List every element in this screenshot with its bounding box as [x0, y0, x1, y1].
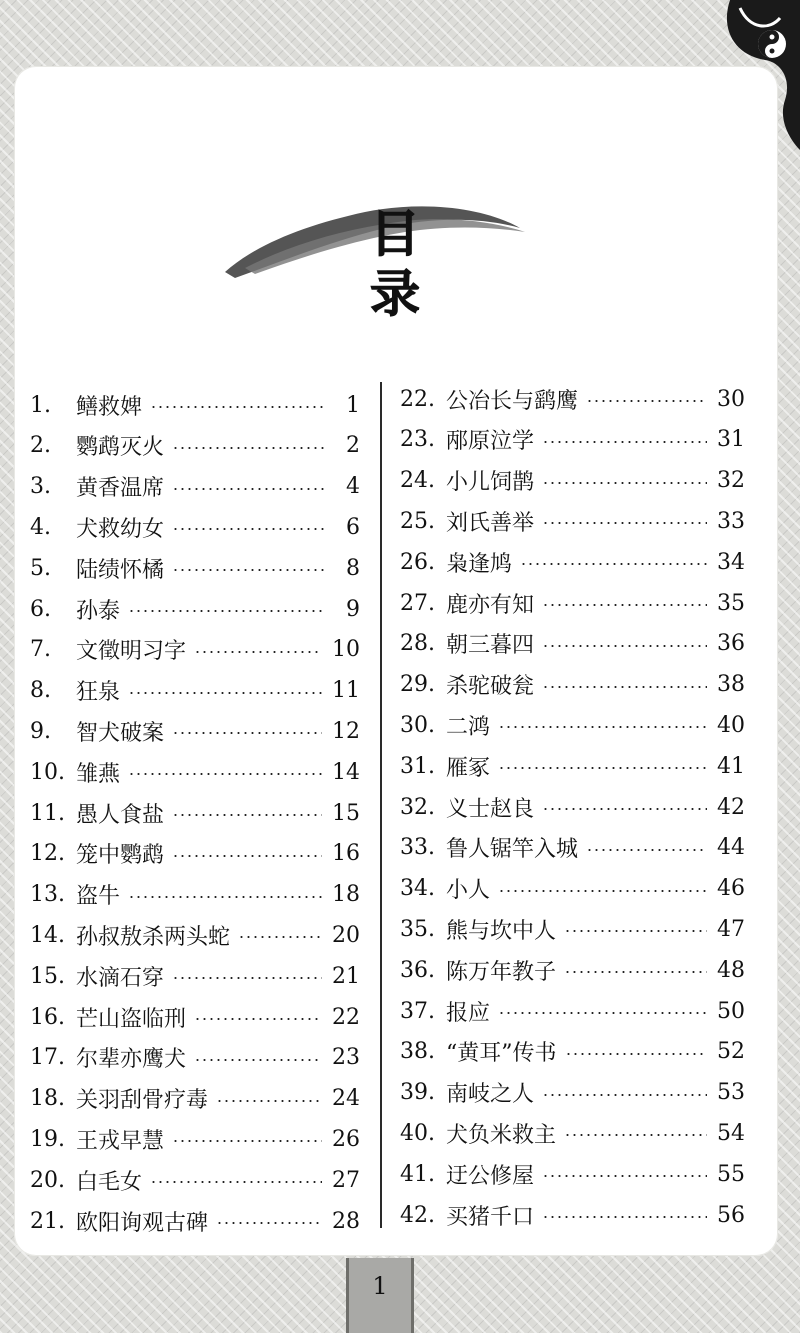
toc-entry-page: 38 [717, 672, 745, 698]
toc-leader-dots [564, 1134, 707, 1136]
toc-entry-title: 报应 [446, 1000, 491, 1026]
toc-entry-page: 47 [717, 916, 745, 942]
toc-leader-dots [172, 569, 324, 571]
toc-entry-number: 2. [30, 433, 51, 459]
toc-leader-dots [565, 1053, 708, 1055]
toc-entry-number: 3. [30, 474, 51, 500]
toc-leader-dots [542, 1175, 707, 1177]
toc-entry-number: 9. [30, 718, 51, 744]
toc-entry[interactable] [30, 795, 360, 831]
toc-leader-dots [586, 400, 707, 402]
toc-entry[interactable] [30, 469, 360, 505]
toc-entry-number: 1. [30, 392, 51, 418]
toc-leader-dots [216, 1100, 322, 1102]
toc-entry-page: 6 [346, 514, 360, 540]
toc-entry[interactable] [30, 509, 360, 545]
toc-entry-page: 15 [332, 800, 360, 826]
toc-entry-title: 愚人食盐 [76, 802, 165, 828]
toc-entry[interactable] [30, 428, 360, 464]
toc-leader-dots [194, 651, 322, 653]
toc-entry-page: 32 [717, 468, 745, 494]
toc-entry-page: 21 [332, 963, 360, 989]
toc-entry-page: 8 [346, 555, 360, 581]
toc-entry-number: 20. [30, 1167, 65, 1193]
toc-leader-dots [520, 563, 707, 565]
toc-entry[interactable] [400, 871, 745, 907]
toc-entry-title: 刘氏善举 [446, 510, 535, 536]
toc-entry[interactable] [30, 550, 360, 586]
toc-leader-dots [172, 855, 322, 857]
toc-leader-dots [128, 692, 322, 694]
toc-entry[interactable] [30, 836, 360, 872]
toc-entry[interactable] [30, 673, 360, 709]
toc-entry-number: 5. [30, 555, 51, 581]
toc-leader-dots [172, 732, 322, 734]
toc-leader-dots [542, 645, 707, 647]
toc-entry-title: 白毛女 [76, 1169, 143, 1195]
toc-entry-page: 52 [717, 1039, 745, 1065]
toc-entry-number: 29. [400, 672, 435, 698]
toc-entry[interactable] [400, 544, 745, 580]
toc-entry-number: 36. [400, 957, 435, 983]
toc-entry-title: 南岐之人 [446, 1082, 535, 1108]
toc-entry-number: 22. [400, 386, 435, 412]
toc-entry-title: 迂公修屋 [446, 1163, 535, 1189]
toc-entry-number: 41. [400, 1161, 435, 1187]
toc-entry[interactable] [400, 1075, 745, 1111]
toc-leader-dots [150, 406, 324, 408]
toc-entry-title: 笼中鹦鹉 [76, 843, 165, 869]
toc-entry-page: 2 [346, 433, 360, 459]
toc-entry[interactable] [400, 422, 745, 458]
toc-entry[interactable] [30, 1203, 360, 1239]
toc-entry-title: 欧阳询观古碑 [76, 1210, 209, 1236]
toc-entry-title: 关羽刮骨疗毒 [76, 1088, 209, 1114]
toc-entry-number: 28. [400, 631, 435, 657]
toc-entry-title: 枭逢鸠 [446, 551, 513, 577]
toc-entry[interactable] [400, 463, 745, 499]
toc-entry[interactable] [30, 877, 360, 913]
toc-entry-number: 39. [400, 1080, 435, 1106]
toc-entry-page: 53 [717, 1080, 745, 1106]
toc-entry-number: 42. [400, 1202, 435, 1228]
toc-entry-number: 31. [400, 753, 435, 779]
toc-entry-title: 水滴石穿 [76, 965, 165, 991]
toc-entry[interactable] [400, 667, 745, 703]
toc-entry-page: 36 [717, 631, 745, 657]
toc-entry[interactable] [400, 1156, 745, 1192]
toc-entry-title: 芒山盗临刑 [76, 1006, 187, 1032]
toc-leader-dots [128, 896, 322, 898]
toc-entry[interactable] [400, 503, 745, 539]
toc-entry-number: 21. [30, 1208, 65, 1234]
toc-entry-title: 鳝救婢 [76, 394, 143, 420]
toc-entry[interactable] [400, 707, 745, 743]
toc-entry-number: 33. [400, 835, 435, 861]
toc-entry-title: 义士赵良 [446, 796, 535, 822]
toc-leader-dots [194, 1059, 322, 1061]
toc-entry[interactable] [400, 789, 745, 825]
toc-leader-dots [498, 767, 707, 769]
toc-entry[interactable] [400, 381, 745, 417]
toc-entry-title: 熊与坎中人 [446, 918, 557, 944]
toc-entry-number: 11. [30, 800, 65, 826]
toc-leader-dots [172, 814, 322, 816]
toc-entry-number: 40. [400, 1120, 435, 1146]
toc-entry-page: 1 [346, 392, 360, 418]
toc-entry[interactable] [30, 591, 360, 627]
toc-entry-number: 4. [30, 514, 51, 540]
toc-leader-dots [542, 808, 707, 810]
toc-entry-number: 30. [400, 712, 435, 738]
toc-entry-title: 朝三暮四 [446, 633, 535, 659]
toc-entry[interactable] [30, 754, 360, 790]
toc-entry[interactable] [30, 917, 360, 953]
toc-entry[interactable] [30, 1081, 360, 1117]
toc-entry-number: 14. [30, 922, 65, 948]
toc-entry-page: 42 [717, 794, 745, 820]
page-number-tab [346, 1258, 414, 1333]
toc-entry-page: 44 [717, 835, 745, 861]
toc-entry[interactable] [30, 632, 360, 668]
toc-entry-title: 文徵明习字 [76, 639, 187, 665]
toc-entry[interactable] [400, 748, 745, 784]
toc-entry[interactable] [400, 626, 745, 662]
toc-leader-dots [542, 1216, 707, 1218]
toc-entry-page: 56 [717, 1202, 745, 1228]
toc-entry-number: 8. [30, 678, 51, 704]
toc-entry[interactable] [400, 1034, 745, 1070]
toc-entry-number: 37. [400, 998, 435, 1024]
toc-entry-page: 10 [332, 637, 360, 663]
toc-leader-dots [542, 482, 707, 484]
toc-entry-page: 27 [332, 1167, 360, 1193]
toc-entry-page: 28 [332, 1208, 360, 1234]
toc-leader-dots [172, 447, 324, 449]
toc-entry-number: 7. [30, 637, 51, 663]
toc-entry-number: 38. [400, 1039, 435, 1065]
toc-leader-dots [150, 1181, 322, 1183]
toc-entry-title: 犬负米救主 [446, 1122, 557, 1148]
toc-entry-page: 35 [717, 590, 745, 616]
toc-leader-dots [172, 528, 324, 530]
toc-entry-number: 18. [30, 1086, 65, 1112]
toc-entry-title: 陆绩怀橘 [76, 557, 165, 583]
toc-entry-page: 34 [717, 549, 745, 575]
toc-entry-title: 王戎早慧 [76, 1128, 165, 1154]
toc-entry[interactable] [400, 952, 745, 988]
toc-entry-page: 50 [717, 998, 745, 1024]
toc-entry-title: 孙叔敖杀两头蛇 [76, 924, 231, 950]
title-banner [215, 190, 535, 323]
toc-entry-title: 鲁人锯竿入城 [446, 837, 579, 863]
page-number: 1 [372, 1272, 388, 1300]
toc-entry-page: 4 [346, 474, 360, 500]
toc-entry-title: 孙泰 [76, 598, 121, 624]
toc-entry-title: 狂泉 [76, 680, 121, 706]
toc-entry-page: 48 [717, 957, 745, 983]
toc-entry-number: 35. [400, 916, 435, 942]
toc-entry-number: 15. [30, 963, 65, 989]
toc-entry-number: 32. [400, 794, 435, 820]
toc-entry-page: 22 [332, 1004, 360, 1030]
toc-entry-page: 11 [332, 678, 360, 704]
toc-leader-dots [238, 936, 322, 938]
toc-entry-title: 犬救幼女 [76, 516, 165, 542]
toc-entry[interactable] [400, 1115, 745, 1151]
toc-entry[interactable] [400, 911, 745, 947]
toc-entry-page: 12 [332, 718, 360, 744]
toc-entry-title: 买猪千口 [446, 1204, 535, 1230]
toc-entry-title: “黄耳”传书 [446, 1041, 557, 1067]
toc-entry[interactable] [30, 999, 360, 1035]
toc-entry-number: 19. [30, 1126, 65, 1152]
toc-entry[interactable] [400, 993, 745, 1029]
toc-entry[interactable] [30, 1121, 360, 1157]
toc-leader-dots [542, 522, 707, 524]
toc-entry-number: 24. [400, 468, 435, 494]
toc-entry-page: 33 [717, 508, 745, 534]
toc-entry-title: 鹦鹉灭火 [76, 435, 165, 461]
toc-entry[interactable] [400, 585, 745, 621]
toc-entry-title: 陈万年教子 [446, 959, 557, 985]
toc-entry-title: 小人 [446, 878, 491, 904]
toc-leader-dots [542, 441, 707, 443]
toc-leader-dots [498, 1012, 707, 1014]
toc-leader-dots [194, 1018, 322, 1020]
toc-entry-number: 10. [30, 759, 65, 785]
toc-entry-title: 杀驼破瓮 [446, 674, 535, 700]
toc-entry[interactable] [400, 830, 745, 866]
toc-entry-page: 46 [717, 876, 745, 902]
toc-entry-number: 25. [400, 508, 435, 534]
toc-entry-page: 26 [332, 1126, 360, 1152]
toc-leader-dots [128, 610, 324, 612]
toc-entry-page: 31 [717, 427, 745, 453]
toc-entry-number: 13. [30, 882, 65, 908]
toc-entry-title: 雁冢 [446, 755, 491, 781]
toc-leader-dots [172, 1140, 322, 1142]
toc-entry-page: 41 [717, 753, 745, 779]
toc-entry-title: 盗牛 [76, 884, 121, 910]
toc-entry-title: 小儿饲鹊 [446, 470, 535, 496]
toc-entry-number: 6. [30, 596, 51, 622]
toc-entry-number: 16. [30, 1004, 65, 1030]
toc-entry-number: 34. [400, 876, 435, 902]
toc-entry-number: 17. [30, 1045, 65, 1071]
toc-leader-dots [216, 1222, 322, 1224]
toc-entry-title: 二鸿 [446, 714, 491, 740]
toc-leader-dots [542, 686, 707, 688]
toc-leader-dots [172, 488, 324, 490]
toc-leader-dots [128, 773, 322, 775]
toc-entry-title: 公冶长与鹞鹰 [446, 388, 579, 414]
toc-entry-page: 18 [332, 882, 360, 908]
toc-leader-dots [542, 1094, 707, 1096]
toc-leader-dots [564, 930, 707, 932]
toc-entry[interactable] [30, 958, 360, 994]
toc-leader-dots [172, 977, 322, 979]
toc-entry[interactable] [30, 1162, 360, 1198]
toc-leader-dots [564, 971, 707, 973]
toc-entry-page: 55 [717, 1161, 745, 1187]
toc-entry-title: 黄香温席 [76, 476, 165, 502]
toc-leader-dots [586, 849, 707, 851]
toc-entry-number: 26. [400, 549, 435, 575]
toc-entry-title: 智犬破案 [76, 720, 165, 746]
toc-entry-page: 40 [717, 712, 745, 738]
toc-entry-page: 23 [332, 1045, 360, 1071]
toc-entry-title: 鹿亦有知 [446, 592, 535, 618]
toc-entry-title: 邴原泣学 [446, 429, 535, 455]
toc-entry-page: 16 [332, 841, 360, 867]
toc-entry-page: 9 [346, 596, 360, 622]
page-title: 目录 [370, 205, 466, 323]
toc-entry-page: 30 [717, 386, 745, 412]
toc-entry-title: 雏燕 [76, 761, 121, 787]
toc-entry-page: 14 [332, 759, 360, 785]
toc-entry-number: 27. [400, 590, 435, 616]
toc-entry[interactable] [30, 387, 360, 423]
toc-entry-page: 24 [332, 1086, 360, 1112]
toc-entry-number: 23. [400, 427, 435, 453]
column-divider [380, 382, 382, 1228]
toc-entry-number: 12. [30, 841, 65, 867]
toc-entry[interactable] [30, 713, 360, 749]
toc-entry[interactable] [400, 1197, 745, 1233]
toc-entry-page: 54 [717, 1120, 745, 1146]
toc-entry[interactable] [30, 1040, 360, 1076]
toc-leader-dots [498, 726, 707, 728]
toc-entry-page: 20 [332, 922, 360, 948]
toc-leader-dots [498, 890, 707, 892]
toc-leader-dots [542, 604, 707, 606]
toc-entry-title: 尔辈亦鹰犬 [76, 1047, 187, 1073]
